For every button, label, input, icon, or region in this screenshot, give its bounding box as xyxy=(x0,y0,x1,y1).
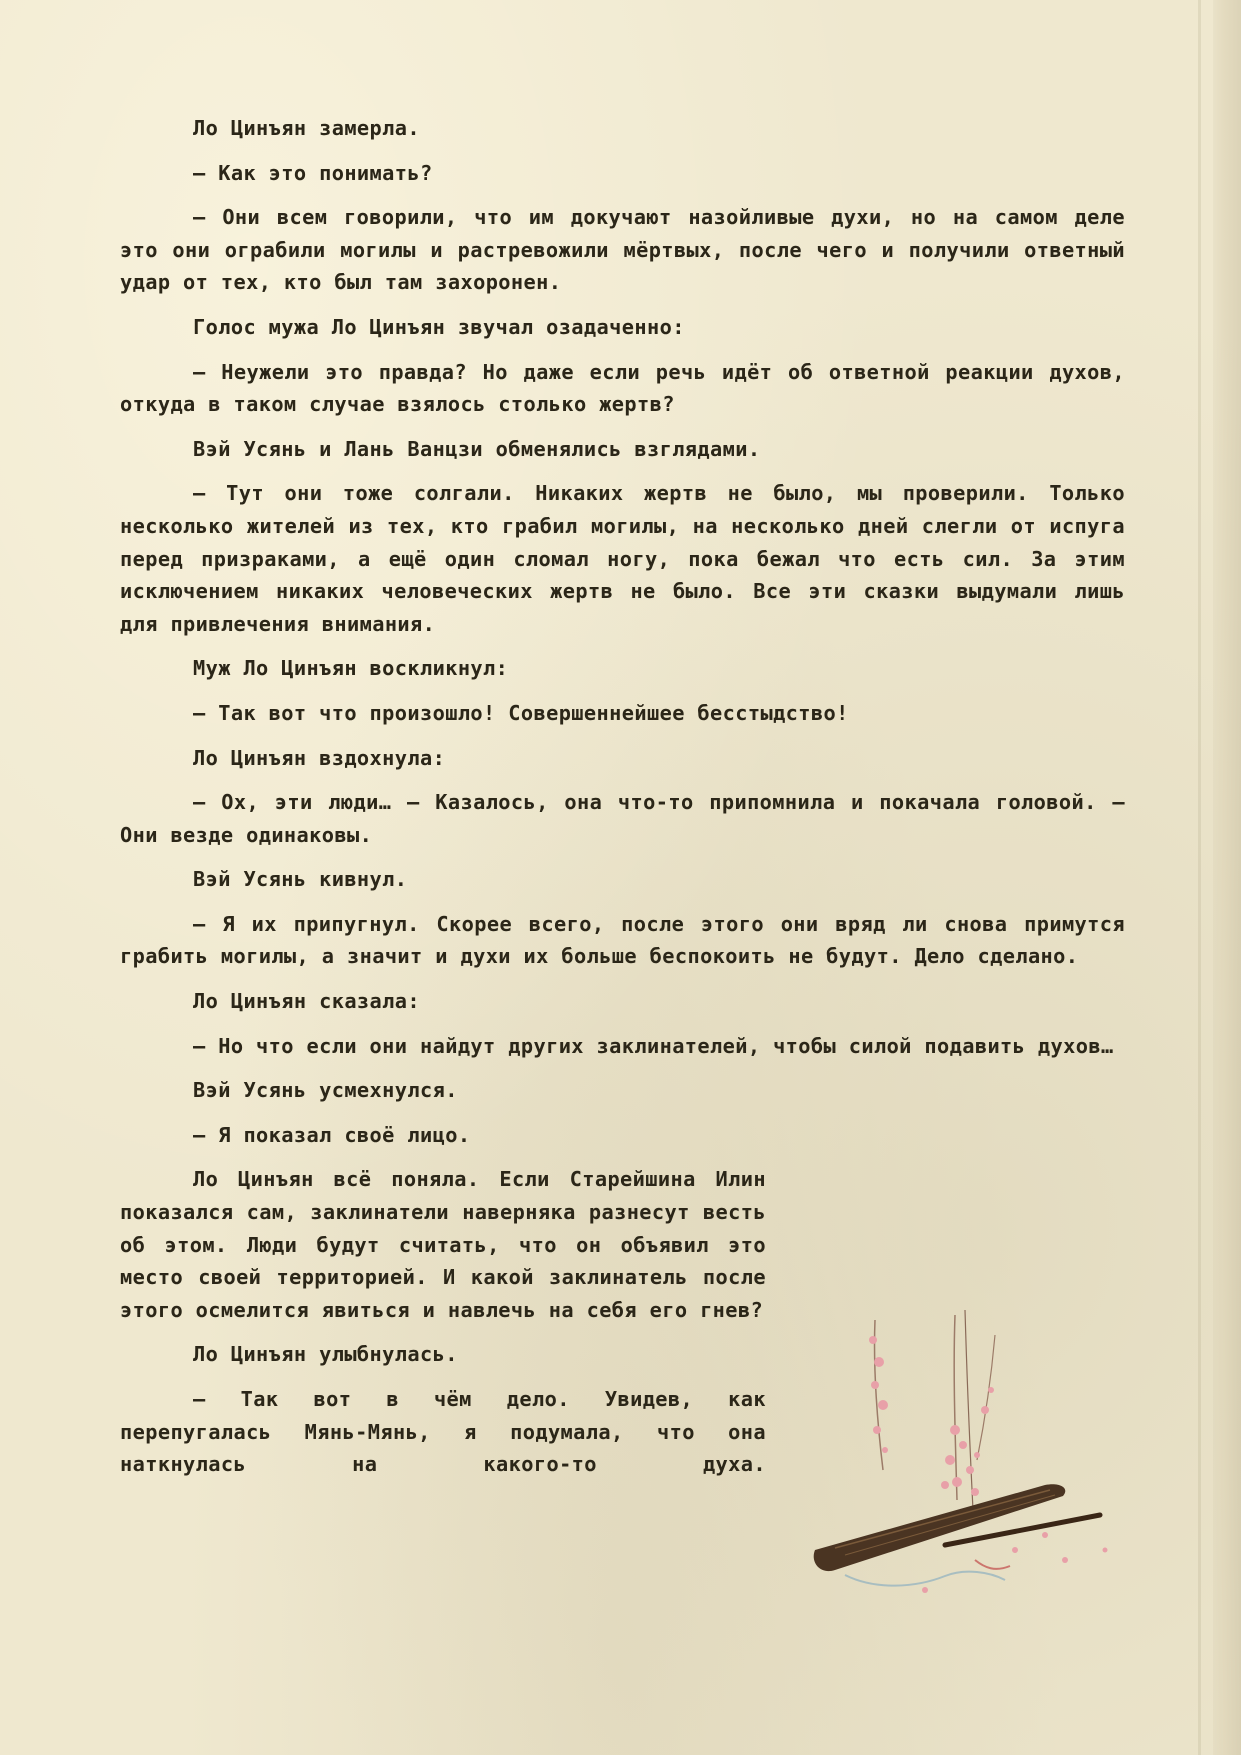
bamboo-line xyxy=(1198,0,1201,1755)
paragraph: — Они всем говорили, что им докучают назойливые духи, но на самом деле это они ограбили могилы и растревожили мёртвых, после чего и получили ответный удар от тех, кто был там захоронен. xyxy=(120,205,1125,295)
page-body xyxy=(120,112,1125,1493)
paragraph: — Я их припугнул. Скорее всего, после этого они вряд ли снова примутся грабить могилы, а значит и духи их больше беспокоить не будут. Дело сделано. xyxy=(120,911,1125,969)
paragraph: Ло Цинъян замерла. xyxy=(193,116,420,140)
paragraph: — Но что если они найдут других заклинателей, чтобы силой подавить духов… xyxy=(193,1033,1114,1058)
paragraph: — Неужели это правда? Но даже если речь идёт об ответной реакции духов, откуда в таком случае взялось столько жертв? xyxy=(120,359,1125,417)
paragraph: Вэй Усянь кивнул. xyxy=(193,867,408,892)
paragraph: Ло Цинъян улыбнулась. xyxy=(193,1342,458,1367)
paragraph: — Так вот в чём дело. Увидев, как перепугалась Мянь-Мянь, я подумала, что она наткнулась на какого-то духа. xyxy=(120,1387,766,1477)
paragraph: — Ох, эти люди… — Казалось, она что-то припомнила и покачала головой. — Они везде одинаковы. xyxy=(120,790,1125,847)
paragraph: Ло Цинъян сказала: xyxy=(193,989,420,1014)
paragraph: Муж Ло Цинъян воскликнул: xyxy=(193,656,509,681)
paragraph: Вэй Усянь и Лань Ванцзи обменялись взглядами. xyxy=(193,436,761,461)
bamboo-border xyxy=(1213,0,1241,1755)
paragraph: — Как это понимать? xyxy=(193,160,433,185)
paragraph: Голос мужа Ло Цинъян звучал озадаченно: xyxy=(193,314,685,339)
paragraph: — Я показал своё лицо. xyxy=(193,1122,471,1147)
paragraph: Вэй Усянь усмехнулся. xyxy=(193,1078,458,1103)
paragraph: Ло Цинъян вздохнула: xyxy=(193,745,446,770)
guqin-with-plum-blossom-icon xyxy=(805,1310,1135,1620)
paragraph: — Тут они тоже солгали. Никаких жертв не было, мы проверили. Только несколько жителей из тех, кто грабил могилы, на несколько дней слегли от испуга перед призраками, а ещё один сломал ногу, пока бежал что есть сил. За этим исключением никаких человеческих жертв не было. Все эти сказки выдумали лишь для привлечения внимания. xyxy=(120,481,1125,636)
paragraph: Ло Цинъян всё поняла. Если Старейшина Илин показался сам, заклинатели наверняка разнесут весть об этом. Люди будут считать, что он объявил это место своей территорией. И какой заклинатель после этого осмелится явиться и навлечь на себя его гнев? xyxy=(120,1167,766,1322)
paragraph: — Так вот что произошло! Совершеннейшее бесстыдство! xyxy=(193,700,849,725)
